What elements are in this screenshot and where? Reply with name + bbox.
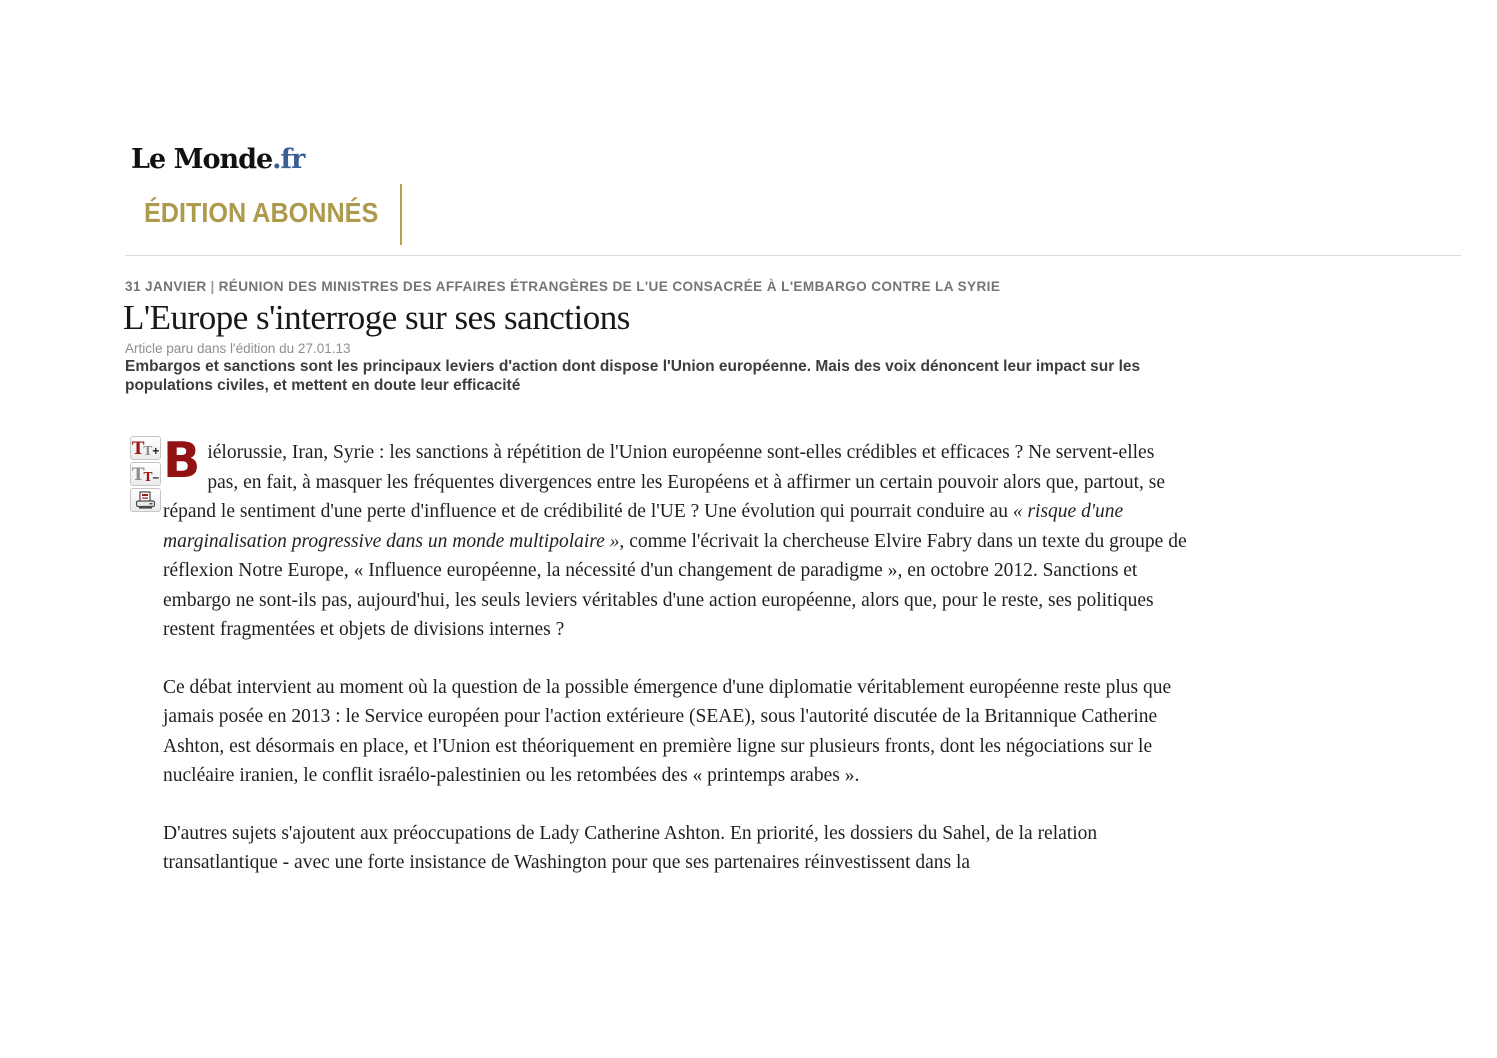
kicker-context: RÉUNION DES MINISTRES DES AFFAIRES ÉTRANGÈRES DE L'UE CONSACRÉE À L'EMBARGO CONTRE LA SYRIE (218, 278, 1001, 294)
drop-cap: B (163, 432, 201, 489)
page-title: L'Europe s'interroge sur ses sanctions (123, 298, 630, 337)
font-size-increase-button[interactable] (130, 436, 161, 460)
article-body (163, 432, 1189, 906)
article-paragraph (163, 673, 1189, 791)
font-decrease-big-t: T (131, 465, 145, 485)
kicker-date: 31 JANVIER (125, 278, 207, 294)
font-decrease-small-t: T (143, 470, 153, 484)
article-lede: Embargos et sanctions sont les principaux leviers d'action dont dispose l'Union européenne. Mais des voix dénoncent leur impact sur les populations civiles, et mettent en doute leur efficacité (125, 358, 1141, 394)
lemonde-logo[interactable] (131, 144, 304, 175)
print-button[interactable] (130, 488, 161, 512)
paragraph-text: D'autres sujets s'ajoutent aux préoccupations de Lady Catherine Ashton. En priorité, les dossiers du Sahel, de la relation transatlantique - avec une forte insistance de Washington pour que ses partenaires réinvestissent dans la (163, 822, 1098, 873)
font-increase-big-t: T (131, 439, 145, 459)
font-increase-small-t: T (143, 444, 153, 458)
article-paragraph (163, 432, 1189, 645)
edition-note: Article paru dans l'édition du 27.01.13 (125, 341, 351, 356)
paragraph-text: iélorussie, Iran, Syrie : les sanctions à répétition de l'Union européenne sont-elles crédibles et efficaces ? Ne servent-elles pas, en fait, à masquer les fréquentes divergences entre les Européens et à affirmer un certain pouvoir alors que, partout, se répand le sentiment d'une perte d'influence et de crédibilité de l'UE ? Une évolution qui pourrait conduire au (163, 442, 1166, 522)
article-kicker (125, 278, 1000, 294)
minus-icon: – (152, 470, 160, 484)
edition-abonnes-banner: ÉDITION ABONNÉS (144, 197, 379, 228)
font-size-decrease-button[interactable] (130, 462, 161, 486)
article-tools (130, 436, 164, 514)
kicker-separator: | (210, 278, 215, 294)
paragraph-text: comme l'écrivait la chercheuse Elvire Fabry dans un texte du groupe de réflexion Notre Europe, « Influence européenne, la nécessité d'un changement de paradigme », en octobre 2012. Sanctions et embargo ne sont-ils pas, aujourd'hui, les seuls leviers véritables d'une action européenne, alors que, pour le reste, ses politiques restent fragmentées et objets de divisions internes ? (163, 530, 1187, 640)
plus-icon: + (152, 444, 160, 458)
article-paragraph (163, 819, 1189, 878)
paragraph-text: Ce débat intervient au moment où la question de la possible émergence d'une diplomatie véritablement européenne reste plus que jamais posée en 2013 : le Service européen pour l'action extérieure (SEAE), sous l'autorité discutée de la Britannique Catherine Ashton, est désormais en place, et l'Union est théoriquement en première ligne sur plusieurs fronts, dont les négociations sur le nucléaire iranien, le conflit israélo-palestinien ou les retombées des « printemps arabes ». (163, 676, 1172, 786)
logo-black-text: Le Monde (131, 144, 273, 175)
gold-vertical-divider (400, 184, 402, 245)
logo-fr-text: .fr (272, 144, 305, 175)
printer-icon (135, 491, 156, 510)
header-divider (125, 255, 1461, 256)
quoted-italic-text: « risque d'une marginalisation progressive dans un monde multipolaire », (163, 501, 1124, 552)
